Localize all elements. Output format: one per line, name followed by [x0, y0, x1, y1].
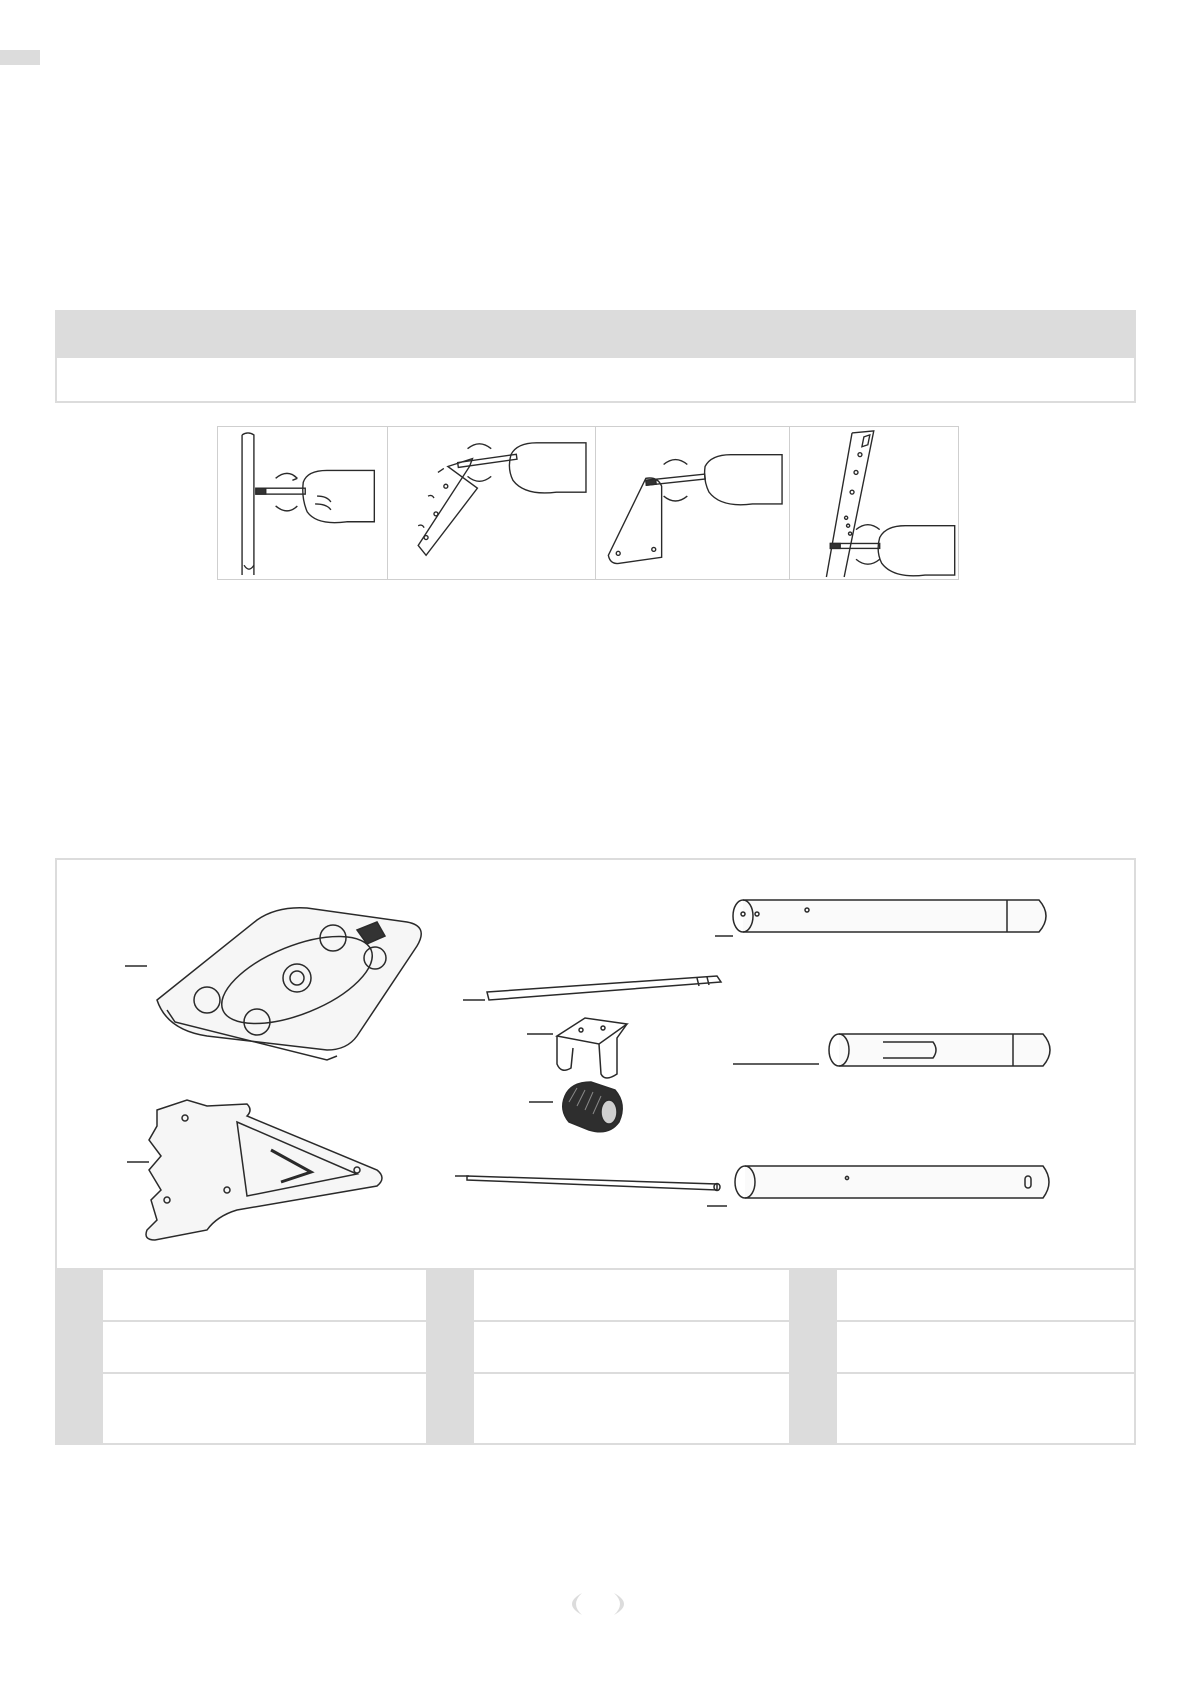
parts-table-row	[57, 1372, 1134, 1443]
mounting-bracket-illustration	[527, 1018, 627, 1078]
part-number	[791, 1374, 837, 1443]
part-cell	[428, 1374, 791, 1443]
part-cell	[791, 1270, 1134, 1320]
part-description	[474, 1374, 791, 1443]
part-cell	[791, 1322, 1134, 1372]
part-description	[474, 1322, 791, 1372]
part-description	[837, 1270, 1134, 1320]
part-number	[428, 1374, 474, 1443]
part-number	[791, 1270, 837, 1320]
part-number	[57, 1322, 103, 1372]
parts-list	[55, 858, 1136, 1445]
part-number	[57, 1374, 103, 1443]
knob-illustration	[529, 1082, 622, 1132]
section-tab-marker	[0, 50, 40, 65]
parts-table	[57, 1268, 1134, 1443]
strip-panel-rail	[790, 427, 958, 579]
part-cell	[57, 1270, 428, 1320]
strip-panel-tube	[218, 427, 388, 579]
part-cell	[57, 1322, 428, 1372]
part-description	[103, 1322, 428, 1372]
notice-heading	[57, 312, 1134, 358]
part-description	[103, 1374, 428, 1443]
hand-tightening-screw-icon	[218, 427, 387, 579]
part-description	[103, 1270, 428, 1320]
part-cell	[428, 1322, 791, 1372]
hand-tightening-screw-icon	[790, 427, 958, 579]
part-cell	[791, 1374, 1134, 1443]
short-rod-illustration	[455, 1176, 720, 1191]
part-number	[57, 1270, 103, 1320]
hand-tightening-screw-icon	[596, 427, 789, 579]
base-weight-plate-illustration	[125, 908, 421, 1060]
part-number	[791, 1322, 837, 1372]
notice-box	[55, 310, 1136, 403]
assembly-strip	[217, 426, 959, 580]
parts-table-row	[57, 1320, 1134, 1372]
strip-panel-base-plate	[388, 427, 596, 579]
part-number	[428, 1270, 474, 1320]
lower-tube-illustration	[707, 1166, 1049, 1206]
chevron-left-icon[interactable]	[572, 1593, 582, 1615]
part-description	[837, 1374, 1134, 1443]
parts-table-row	[57, 1268, 1134, 1320]
upper-tube-illustration	[715, 900, 1046, 936]
part-cell	[57, 1374, 428, 1443]
part-description	[837, 1322, 1134, 1372]
part-number	[428, 1322, 474, 1372]
page-nav	[556, 1591, 640, 1617]
chevron-right-icon[interactable]	[614, 1593, 624, 1615]
parts-illustrations	[57, 860, 1134, 1268]
part-description	[474, 1270, 791, 1320]
threaded-rod-illustration	[463, 976, 721, 1000]
part-cell	[428, 1270, 791, 1320]
strip-panel-bracket	[596, 427, 790, 579]
middle-tube-illustration	[733, 1034, 1050, 1066]
tripod-foot-illustration	[127, 1100, 382, 1240]
hand-tightening-screw-icon	[388, 427, 595, 579]
